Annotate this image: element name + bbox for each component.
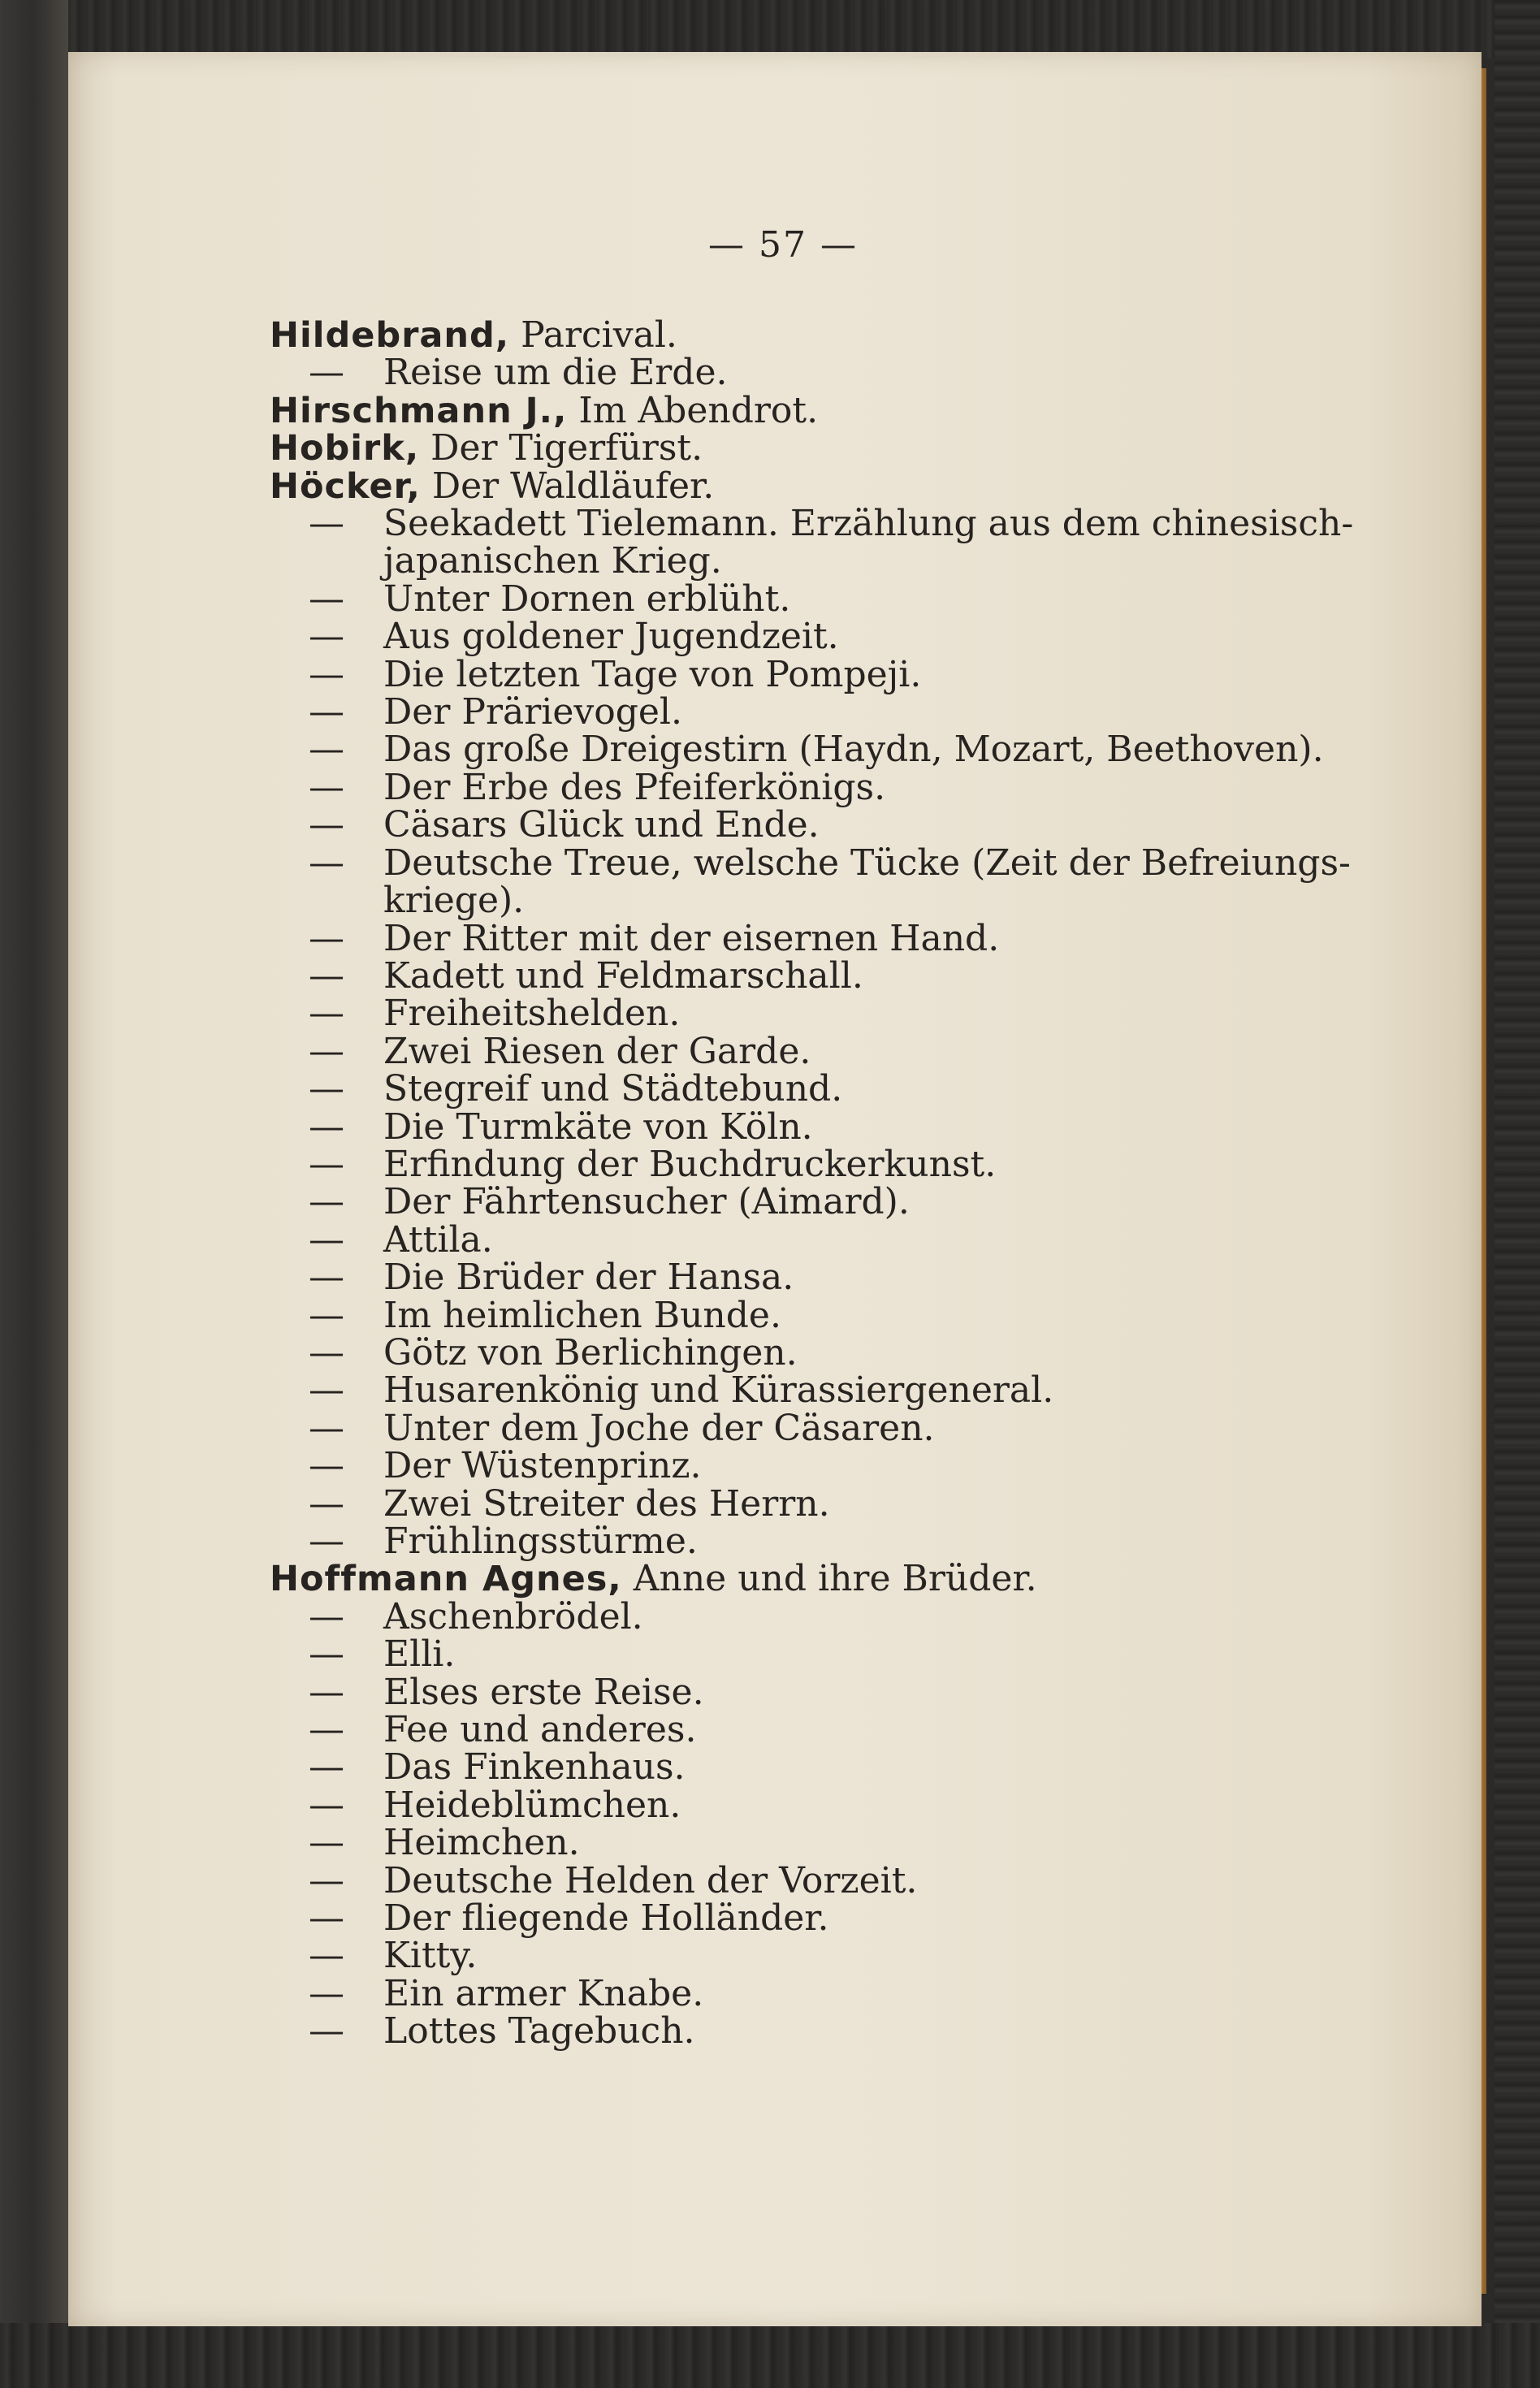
book-title: Der Ritter mit der eisernen Hand. xyxy=(383,917,1000,959)
ditto-dash: — xyxy=(309,804,344,846)
ditto-dash: — xyxy=(309,917,344,959)
ditto-dash: — xyxy=(309,1068,344,1110)
sub-entry xyxy=(270,1523,1326,1560)
book-title: Götz von Berlichingen. xyxy=(383,1331,798,1374)
ditto-dash: — xyxy=(309,1935,344,1977)
ditto-dash: — xyxy=(309,1822,344,1864)
book-title: Unter Dornen erblüht. xyxy=(383,578,791,620)
book-title: Elli. xyxy=(383,1633,456,1676)
binding-bottom xyxy=(0,2323,1540,2388)
book-title: Aus goldener Jugendzeit. xyxy=(383,616,839,658)
ditto-dash: — xyxy=(309,1331,344,1374)
book-title: Zwei Riesen der Garde. xyxy=(383,1030,811,1072)
ditto-dash: — xyxy=(309,578,344,620)
binding-right xyxy=(1495,0,1540,2388)
ditto-dash: — xyxy=(309,1671,344,1713)
sub-entry xyxy=(270,503,1354,545)
book-title: Der Wüstenprinz. xyxy=(383,1445,702,1487)
author-name: Hildebrand, xyxy=(270,315,510,356)
page-number: — 57 — xyxy=(708,224,858,266)
entry-heading xyxy=(270,314,1326,356)
book-title: Attila. xyxy=(383,1218,493,1261)
sub-entry xyxy=(270,1897,1326,1940)
sub-entry xyxy=(270,1482,1326,1525)
sub-entry xyxy=(270,1746,1326,1789)
sub-entry xyxy=(270,1068,1326,1110)
ditto-dash: — xyxy=(309,841,344,884)
book-title: Der Tigerfürst. xyxy=(419,427,703,469)
sub-entry xyxy=(270,1294,1326,1336)
book-title: Unter dem Joche der Cäsaren. xyxy=(383,1407,935,1449)
book-title: Die Brüder der Hansa. xyxy=(383,1257,794,1299)
entry-heading xyxy=(270,465,1326,507)
ditto-dash: — xyxy=(309,1407,344,1449)
book-title: Das große Dreigestirn (Haydn, Mozart, Beethoven). xyxy=(383,729,1324,771)
sub-entry xyxy=(270,1711,1326,1749)
sub-entry xyxy=(270,1183,1326,1221)
ditto-dash: — xyxy=(309,1445,344,1487)
ditto-dash: — xyxy=(309,2010,344,2053)
sub-entry xyxy=(270,1407,1326,1449)
sub-entry xyxy=(270,1218,1326,1261)
book-title: Freiheitshelden. xyxy=(383,993,681,1035)
book-title: Anne und ihre Brüder. xyxy=(621,1558,1037,1600)
book-title: Erfindung der Buchdruckerkunst. xyxy=(383,1143,997,1185)
book-title: Die letzten Tage von Pompeji. xyxy=(383,653,922,695)
ditto-dash: — xyxy=(309,766,344,808)
title-continuation: kriege). xyxy=(383,880,525,922)
book-title: Der fliegende Holländer. xyxy=(383,1897,829,1940)
sub-entry xyxy=(270,354,1326,392)
sub-entry xyxy=(270,1972,1326,2014)
ditto-dash: — xyxy=(309,1143,344,1185)
sub-entry xyxy=(270,1369,1326,1412)
book-title: Der Prärievogel. xyxy=(383,691,682,733)
sub-entry xyxy=(270,1784,1326,1826)
index-list xyxy=(270,314,1354,2053)
sub-entry xyxy=(270,954,1326,997)
ditto-dash: — xyxy=(309,1595,344,1637)
author-name: Hobirk, xyxy=(270,428,420,469)
sub-entry xyxy=(270,616,1326,658)
ditto-dash: — xyxy=(309,1181,344,1223)
book-title: Seekadett Tielemann. Erzählung aus dem chinesisch- xyxy=(383,503,1354,545)
binding-left xyxy=(0,0,68,2388)
book-title: Heideblümchen. xyxy=(383,1784,681,1826)
sub-entry xyxy=(270,1143,1326,1185)
sub-entry xyxy=(270,691,1326,733)
ditto-dash: — xyxy=(309,691,344,733)
book-title: Der Erbe des Pfeiferkönigs. xyxy=(383,766,886,808)
sub-entry xyxy=(270,578,1326,620)
book-title: Zwei Streiter des Herrn. xyxy=(383,1482,830,1525)
ditto-dash: — xyxy=(309,1105,344,1148)
title-continuation: japanischen Krieg. xyxy=(383,540,722,582)
book-title: Reise um die Erde. xyxy=(383,352,728,394)
book-page xyxy=(68,52,1482,2326)
ditto-dash: — xyxy=(309,1030,344,1072)
entry-heading xyxy=(270,427,1326,469)
sub-entry xyxy=(270,1595,1326,1637)
book-title: Die Turmkäte von Köln. xyxy=(383,1105,813,1148)
sub-entry xyxy=(270,804,1326,846)
ditto-dash: — xyxy=(309,352,344,394)
ditto-dash: — xyxy=(309,1482,344,1525)
sub-entry xyxy=(270,1331,1326,1374)
book-title: Ein armer Knabe. xyxy=(383,1972,704,2014)
ditto-dash: — xyxy=(309,653,344,695)
book-title: Kitty. xyxy=(383,1935,478,1977)
sub-entry xyxy=(270,766,1326,808)
book-title: Kadett und Feldmarschall. xyxy=(383,954,863,997)
ditto-dash: — xyxy=(309,954,344,997)
entry-heading xyxy=(270,1560,1326,1598)
ditto-dash: — xyxy=(309,1369,344,1412)
ditto-dash: — xyxy=(309,1633,344,1676)
ditto-dash: — xyxy=(309,1859,344,1901)
ditto-dash: — xyxy=(309,1257,344,1299)
book-title: Husarenkönig und Kürassiergeneral. xyxy=(383,1369,1054,1412)
book-title: Deutsche Treue, welsche Tücke (Zeit der Befreiungs- xyxy=(383,841,1351,884)
sub-entry xyxy=(270,841,1351,884)
book-title: Im Abendrot. xyxy=(567,389,819,431)
ditto-dash: — xyxy=(309,616,344,658)
ditto-dash: — xyxy=(309,1784,344,1826)
ditto-dash: — xyxy=(309,1218,344,1261)
sub-entry xyxy=(270,1447,1326,1485)
sub-entry xyxy=(270,993,1326,1035)
ditto-dash: — xyxy=(309,729,344,771)
book-title: Elses erste Reise. xyxy=(383,1671,704,1713)
ditto-dash: — xyxy=(309,1294,344,1336)
binding-top xyxy=(0,0,1540,58)
sub-entry xyxy=(270,1937,1326,1975)
sub-entry xyxy=(270,1257,1326,1299)
ditto-dash: — xyxy=(309,1972,344,2014)
book-title: Frühlingsstürme. xyxy=(383,1521,698,1562)
book-title: Parcival. xyxy=(509,314,677,356)
ditto-dash: — xyxy=(309,1709,344,1751)
ditto-dash: — xyxy=(309,993,344,1035)
book-title: Lottes Tagebuch. xyxy=(383,2010,695,2053)
book-title: Der Waldläufer. xyxy=(420,465,715,507)
ditto-dash: — xyxy=(309,503,344,545)
author-name: Hoffmann Agnes, xyxy=(270,1559,622,1600)
entry-heading xyxy=(270,389,1326,431)
sub-entry xyxy=(270,1105,1326,1148)
sub-entry xyxy=(270,1633,1326,1676)
book-title: Stegreif und Städtebund. xyxy=(383,1068,843,1110)
book-title: Fee und anderes. xyxy=(383,1709,697,1751)
book-title: Das Finkenhaus. xyxy=(383,1746,686,1789)
author-name: Höcker, xyxy=(270,465,421,507)
book-title: Heimchen. xyxy=(383,1822,580,1864)
sub-entry xyxy=(270,1671,1326,1713)
ditto-dash: — xyxy=(309,1746,344,1789)
book-title: Der Fährtensucher (Aimard). xyxy=(383,1181,910,1223)
ditto-dash: — xyxy=(309,1897,344,1940)
author-name: Hirschmann J., xyxy=(270,390,568,431)
book-title: Aschenbrödel. xyxy=(383,1595,643,1637)
sub-entry xyxy=(270,1030,1326,1072)
sub-entry xyxy=(270,917,1326,959)
sub-entry xyxy=(270,653,1326,695)
sub-entry xyxy=(270,729,1326,771)
book-title: Im heimlichen Bunde. xyxy=(383,1294,781,1336)
sub-entry xyxy=(270,1859,1326,1901)
book-title: Cäsars Glück und Ende. xyxy=(383,804,820,846)
book-title: Deutsche Helden der Vorzeit. xyxy=(383,1859,918,1901)
ditto-dash: — xyxy=(309,1521,344,1562)
sub-entry xyxy=(270,1824,1326,1862)
sub-entry xyxy=(270,2010,1326,2053)
